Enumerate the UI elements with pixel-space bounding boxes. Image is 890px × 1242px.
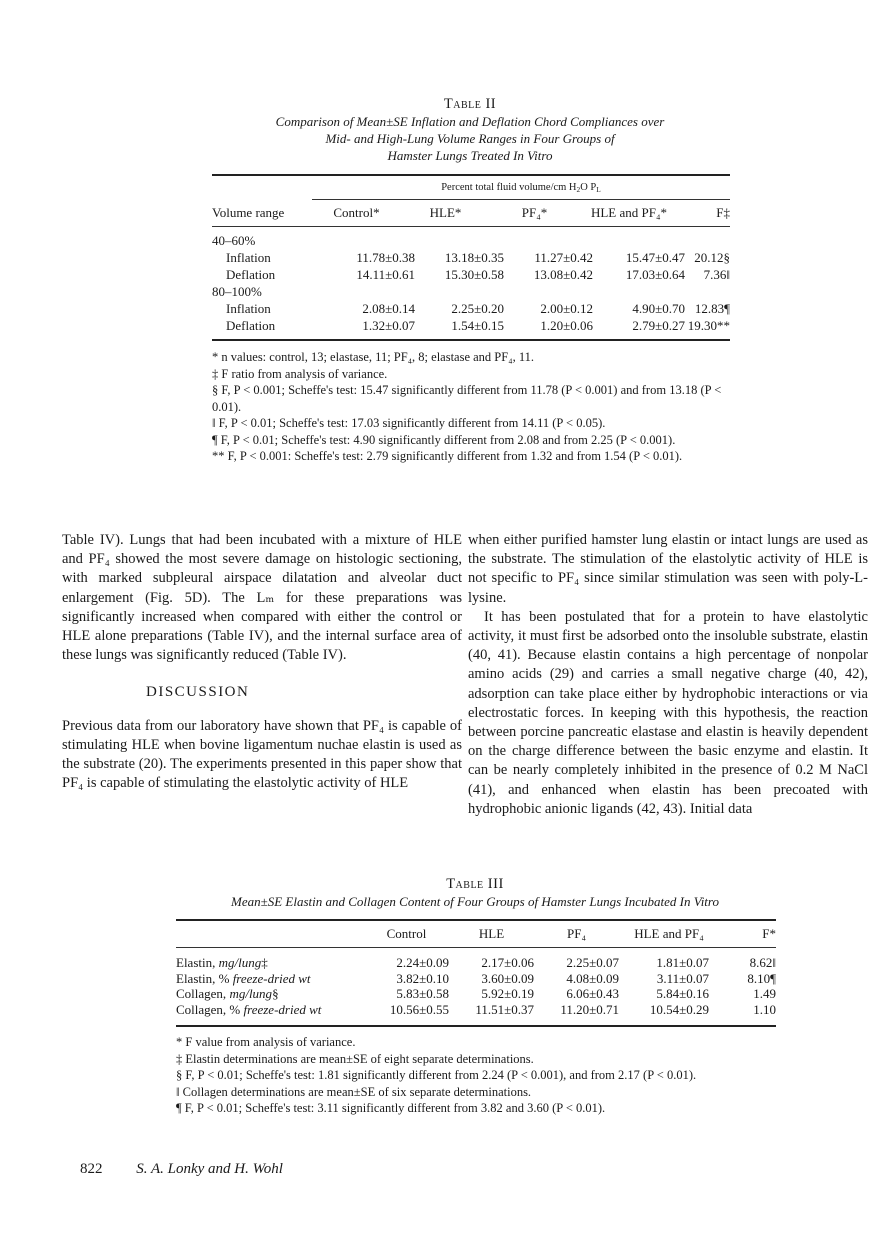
footnote: ‡ Elastin determinations are mean±SE of eight separate determinations. [176, 1051, 534, 1066]
page-number: 822 [80, 1161, 103, 1177]
table2-title-line-1: Comparison of Mean±SE Inflation and Deflation Chord Compliances over [275, 114, 665, 129]
table2-col-header: PF₄* [521, 205, 548, 220]
table2-col-header: F‡ [716, 205, 730, 220]
footnote: * F value from analysis of variance. [176, 1035, 356, 1049]
body-paragraph: when either purified hamster lung elastin or intact lungs are used as the substrate. The stimulation of the elastolytic activity of HLE is not specific to PF₄ since similar stimulation was seen with poly-L-lysine. [468, 532, 868, 606]
table2-spanner: Percent total fluid volume/cm $H_2O$ $P_L$ [441, 182, 601, 194]
table2 [212, 174, 730, 465]
footnote: ǁ Collagen determinations are mean±SE of six separate determinations. [176, 1084, 532, 1099]
table-row: Deflation 14.11±0.61 15.30±0.58 13.08±0.42 17.03±0.64 7.36ǁ [226, 267, 730, 282]
table2-header-row [212, 200, 730, 226]
table3-bottom-rule [176, 1025, 776, 1027]
footnote: ‡ F ratio from analysis of variance. [212, 366, 388, 381]
table-row: Inflation 11.78±0.38 13.18±0.35 11.27±0.42 15.47±0.47 20.12§ [226, 250, 730, 265]
table3-col-header: HLE and PF₄ [634, 926, 704, 941]
table-row: Elastin, mg/lung‡ 2.24±0.09 2.17±0.06 2.25±0.07 1.81±0.07 8.62ǁ [176, 955, 776, 970]
table3-col-header: PF₄ [567, 926, 586, 941]
table3-footnotes [176, 1034, 776, 1117]
body-column-left [62, 531, 462, 793]
footnote: ǁ F, P < 0.01; Scheffe's test: 17.03 significantly different from 14.11 (P < 0.05). [212, 416, 606, 430]
footnote: ** F, P < 0.001: Scheffe's test: 2.79 significantly different from 1.32 and from 1.54 (P < 0.01). [212, 449, 683, 463]
table3-title: Mean±SE Elastin and Collagen Content of Four Groups of Hamster Lungs Incubated In Vitro [231, 894, 719, 909]
table2-group-label: 80–100% [212, 284, 262, 299]
table-row: Inflation 2.08±0.14 2.25±0.20 2.00±0.12 4.90±0.70 12.83¶ [226, 301, 730, 316]
table2-title-line-3: Hamster Lungs Treated In Vitro [387, 148, 553, 163]
table2-col-header: Control* [333, 205, 380, 220]
footnote: * n values: control, 13; elastase, 11; PF₄, 8; elastase and PF₄, 11. [212, 350, 534, 364]
table2-col-header: HLE and PF₄* [590, 205, 668, 220]
section-heading: DISCUSSION [146, 684, 250, 701]
table3 [176, 919, 776, 1117]
table-row: Deflation 1.32±0.07 1.54±0.15 1.20±0.06 2.79±0.27 19.30** [226, 318, 730, 333]
table2-footnotes [212, 349, 730, 465]
table3-col-header: F* [762, 926, 776, 941]
body-paragraph: It has been postulated that for a protein to have elastolytic activity, it must first be adsorbed onto the insoluble substrate, elastin (40, 41). Because elastin contains a high percentage of nonpolar amino acids (29) and carries a small negative charge (40, 42), adsorption can take place either by hydrophobic interactions or via electrostatic forces. In keeping with this hypothesis, the reaction between porcine pancreatic elastase and elastin is heavily dependent on the charge difference between the basic enzyme and elastin. It can be nearly completely inhibited in the presence of 0.2 M NaCl (41), and enhanced when elastin has been precoated with hydrophobic anionic ligands (42, 43). Initial data [468, 608, 868, 817]
table3-caption [160, 876, 790, 910]
table2-group-row [212, 283, 730, 300]
table2-bottom-rule [212, 339, 730, 341]
footnote: § F, P < 0.01; Scheffe's test: 1.81 significantly different from 2.24 (P < 0.001), and from 2.17 (P < 0.01). [176, 1068, 697, 1082]
table2-col-header: HLE* [429, 205, 462, 220]
footnote: § F, P < 0.001; Scheffe's test: 15.47 significantly different from 11.78 (P < 0.001) and from 13.18 (P < 0.01). [212, 383, 722, 414]
table2-caption [200, 96, 740, 164]
table2-title-line-2: Mid- and High-Lung Volume Ranges in Four Groups of [325, 131, 615, 146]
table3-col-header: Control [386, 926, 427, 941]
table2-top-rule [212, 174, 730, 176]
footnote: ¶ F, P < 0.01; Scheffe's test: 4.90 significantly different from 2.08 and from 2.25 (P < 0.001). [212, 432, 676, 447]
table2-group-label: 40–60% [212, 233, 256, 248]
body-paragraph: Previous data from our laboratory have shown that PF₄ is capable of stimulating HLE when bovine ligamentum nuchae elastin is used as the substrate (20). The experiments presented in this paper show that PF₄ is capable of stimulating the elastolytic activity of HLE [62, 717, 462, 792]
table3-col-header: HLE [478, 926, 505, 941]
running-authors: S. A. Lonky and H. Wohl [136, 1161, 283, 1177]
table-row: Collagen, mg/lung§ 5.83±0.58 5.92±0.19 6.06±0.43 5.84±0.16 1.49 [176, 986, 776, 1001]
page-footer [80, 1161, 283, 1178]
table-row: Collagen, % freeze-dried wt 10.56±0.55 11.51±0.37 11.20±0.71 10.54±0.29 1.10 [176, 1001, 776, 1017]
table2-group-row [212, 232, 730, 249]
table2-col-header: Volume range [212, 205, 285, 220]
table-row: Elastin, % freeze-dried wt 3.82±0.10 3.60±0.09 4.08±0.09 3.11±0.07 8.10¶ [176, 970, 776, 986]
table3-label: Table III [446, 876, 504, 892]
body-column-right [468, 531, 868, 819]
body-paragraph: Table IV). Lungs that had been incubated with a mixture of HLE and PF₄ showed the most severe damage on histologic sectioning, with marked subpleural airspace dilatation and alveolar duct enlargement (Fig. 5D). The Lₘ for these preparations was significantly increased when compared with either the control or HLE alone preparations (Table IV), and the internal surface area of these lungs was significantly reduced (Table IV). [62, 532, 462, 664]
table2-label: Table II [443, 96, 497, 112]
table3-header-row [176, 921, 776, 947]
footnote: ¶ F, P < 0.01; Scheffe's test: 3.11 significantly different from 3.82 and 3.60 (P < 0.01). [176, 1101, 606, 1115]
